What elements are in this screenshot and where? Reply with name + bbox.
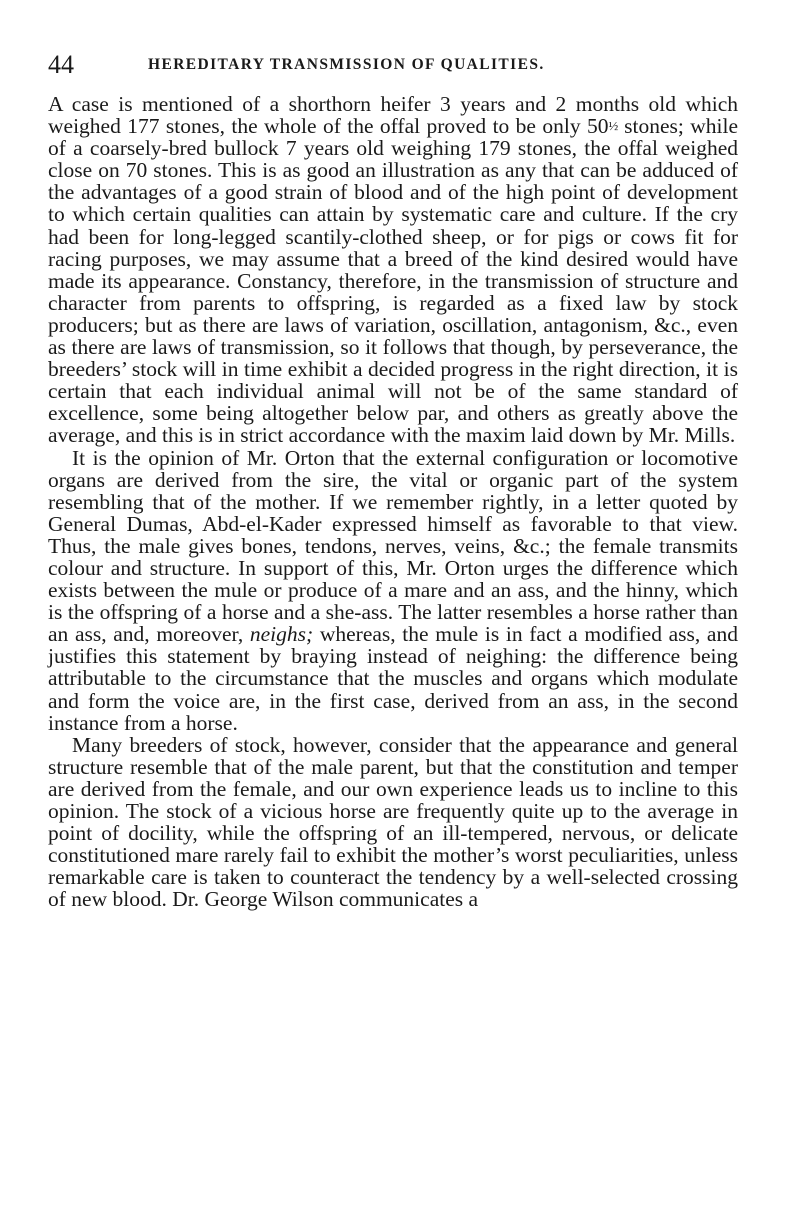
paragraph-3: Many breeders of stock, however, consider that the appearance and general structure resemble that of the male parent, but that the constitution and temper are derived from the female, and our own experience leads us to incline to this opinion. The stock of a vicious horse are frequently quite up to the average in point of docility, while the offspring of an ill-tempered, nervous, or delicate constitutioned mare rarely fail to exhibit the mother’s worst peculiarities, unless remarkable care is taken to counteract the tendency by a well-selected crossing of new blood. Dr. George Wilson communicates a <box>48 732 738 912</box>
italic-neighs: neighs; <box>249 622 314 647</box>
fraction-half: ½ <box>608 118 618 134</box>
paragraph-1 <box>48 93 738 447</box>
paragraph-1-part-b: stones; while of a coarsely-bred bullock 7 years old weighing 179 stones, the offal weighed close on 70 stones. This is as good an illustration as any that can be adduced of the advantages of a good strain of blood and of the high point of development to which certain qualities can attain by systematic care and culture. If the cry had been for long-legged scantily-clothed sheep, or for pigs or cows fit for racing purposes, we may assume that a breed of the kind desired would have made its appearance. Constancy, therefore, in the transmission of structure and character from parents to offspring, is regarded as a fixed law by stock producers; but as there are laws of variation, oscillation, antagonism, &c., even as there are laws of transmission, so it follows that though, by perseverance, the breeders’ stock will in time exhibit a decided progress in the right direction, it is certain that each individual animal will not be of the same standard of excellence, some being altogether below par, and others as greatly above the average, and this is in strict accordance with the maxim laid down by Mr. Mills. <box>48 114 738 448</box>
paragraph-1-part-a: A case is mentioned of a shorthorn heifer 3 years and 2 months old which weighed 177 stones, the whole of the offal proved to be only 50 <box>48 92 738 139</box>
body-text <box>48 93 738 910</box>
paragraph-2-part-a: It is the opinion of Mr. Orton that the external configuration or locomotive organs are derived from the sire, the vital or organic part of the system resembling that of the mother. If we remember rightly, in a letter quoted by General Dumas, Abd-el-Kader expressed himself as favorable to that view. Thus, the male gives bones, tendons, nerves, veins, &c.; the female transmits colour and structure. In support of this, Mr. Orton urges the difference which exists between the mule or produce of a mare and an ass, and the hinny, which is the offspring of a horse and a she-ass. The latter resembles a horse rather than an ass, and, moreover, <box>48 445 738 647</box>
paragraph-2-part-b: whereas, the mule is in fact a modified ass, and justifies this statement by braying instead of neighing: the difference being attributable to the circumstance that the muscles and organs which modulate and form the voice are, in the first case, derived from an ass, in the second instance from a horse. <box>48 622 738 735</box>
paragraph-2 <box>48 447 738 734</box>
page-number: 44 <box>48 50 74 79</box>
running-head: HEREDITARY TRANSMISSION OF QUALITIES. <box>148 56 545 73</box>
page-header <box>48 50 738 80</box>
